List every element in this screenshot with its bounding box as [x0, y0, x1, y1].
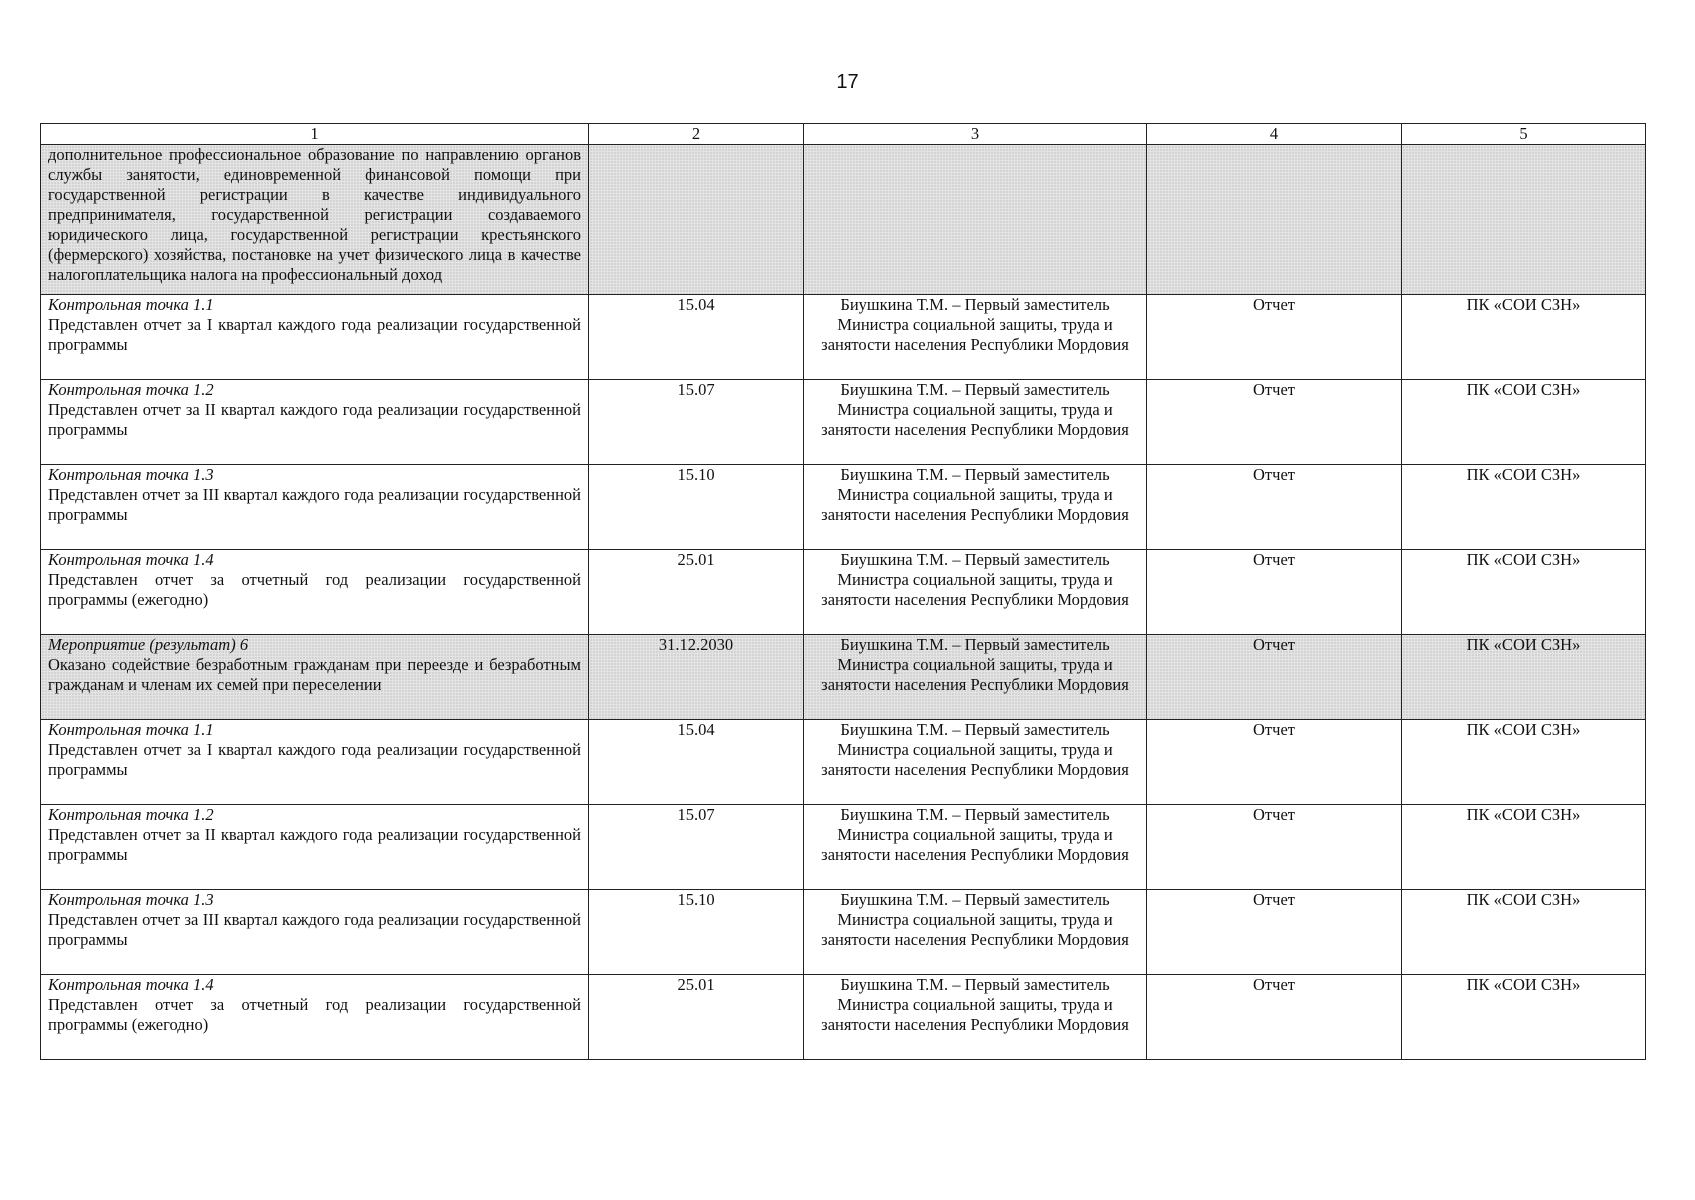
item-description [41, 805, 589, 890]
column-number-2: 2 [589, 124, 804, 145]
intro-empty-cell [1147, 145, 1402, 295]
event-text: Оказано содействие безработным гражданам при переезде и безработным гражданам и членам их семей при переселении [48, 655, 581, 694]
item-description [41, 465, 589, 550]
responsible-cell: Биушкина Т.М. – Первый заместитель Министра социальной защиты, труда и занятости населения Республики Мордовия [804, 720, 1147, 805]
information-system-cell: ПК «СОИ СЗН» [1402, 465, 1646, 550]
deadline-cell: 15.04 [589, 720, 804, 805]
table-row [41, 465, 1646, 550]
intro-empty-cell [804, 145, 1147, 295]
responsible-cell: Биушкина Т.М. – Первый заместитель Министра социальной защиты, труда и занятости населения Республики Мордовия [804, 550, 1147, 635]
event-description [41, 635, 589, 720]
table-row [41, 550, 1646, 635]
deadline-cell: 15.10 [589, 465, 804, 550]
table-row [41, 380, 1646, 465]
document-type-cell: Отчет [1147, 635, 1402, 720]
item-label: Контрольная точка 1.4 [48, 550, 214, 569]
column-number-5: 5 [1402, 124, 1646, 145]
column-number-1: 1 [41, 124, 589, 145]
item-text: Представлен отчет за II квартал каждого года реализации государственной программы [48, 825, 581, 864]
table-row [41, 805, 1646, 890]
item-label: Контрольная точка 1.1 [48, 295, 214, 314]
information-system-cell: ПК «СОИ СЗН» [1402, 635, 1646, 720]
item-text: Представлен отчет за III квартал каждого года реализации государственной программы [48, 910, 581, 949]
table-row [41, 720, 1646, 805]
column-number-4: 4 [1147, 124, 1402, 145]
deadline-cell: 15.07 [589, 805, 804, 890]
document-type-cell: Отчет [1147, 805, 1402, 890]
table-row [41, 890, 1646, 975]
intro-text: дополнительное профессиональное образование по направлению органов службы занятости, единовременной финансовой помощи при государственной регистрации в качестве индивидуального предпринимателя, государственной регистрации создаваемого юридического лица, государственной регистрации крестьянского (фермерского) хозяйства, постановке на учет физического лица в качестве налогоплательщика налога на профессиональный доход [41, 145, 589, 295]
table-row [41, 975, 1646, 1060]
information-system-cell: ПК «СОИ СЗН» [1402, 550, 1646, 635]
column-number-3: 3 [804, 124, 1147, 145]
responsible-cell: Биушкина Т.М. – Первый заместитель Министра социальной защиты, труда и занятости населения Республики Мордовия [804, 805, 1147, 890]
information-system-cell: ПК «СОИ СЗН» [1402, 720, 1646, 805]
information-system-cell: ПК «СОИ СЗН» [1402, 295, 1646, 380]
item-label: Контрольная точка 1.1 [48, 720, 214, 739]
responsible-cell: Биушкина Т.М. – Первый заместитель Министра социальной защиты, труда и занятости населения Республики Мордовия [804, 465, 1147, 550]
responsible-cell: Биушкина Т.М. – Первый заместитель Министра социальной защиты, труда и занятости населения Республики Мордовия [804, 380, 1147, 465]
intro-empty-cell [1402, 145, 1646, 295]
item-text: Представлен отчет за отчетный год реализации государственной программы (ежегодно) [48, 995, 581, 1034]
deadline-cell: 25.01 [589, 975, 804, 1060]
item-label: Контрольная точка 1.2 [48, 805, 214, 824]
item-description [41, 975, 589, 1060]
document-type-cell: Отчет [1147, 295, 1402, 380]
item-text: Представлен отчет за I квартал каждого года реализации государственной программы [48, 315, 581, 354]
document-type-cell: Отчет [1147, 975, 1402, 1060]
deadline-cell: 15.04 [589, 295, 804, 380]
information-system-cell: ПК «СОИ СЗН» [1402, 890, 1646, 975]
document-type-cell: Отчет [1147, 465, 1402, 550]
document-type-cell: Отчет [1147, 550, 1402, 635]
item-description [41, 720, 589, 805]
information-system-cell: ПК «СОИ СЗН» [1402, 975, 1646, 1060]
item-text: Представлен отчет за отчетный год реализации государственной программы (ежегодно) [48, 570, 581, 609]
deadline-cell: 25.01 [589, 550, 804, 635]
information-system-cell: ПК «СОИ СЗН» [1402, 805, 1646, 890]
item-label: Контрольная точка 1.2 [48, 380, 214, 399]
intro-row [41, 145, 1646, 295]
item-label: Контрольная точка 1.4 [48, 975, 214, 994]
information-system-cell: ПК «СОИ СЗН» [1402, 380, 1646, 465]
item-text: Представлен отчет за I квартал каждого года реализации государственной программы [48, 740, 581, 779]
item-description [41, 295, 589, 380]
item-text: Представлен отчет за III квартал каждого года реализации государственной программы [48, 485, 581, 524]
responsible-cell: Биушкина Т.М. – Первый заместитель Министра социальной защиты, труда и занятости населения Республики Мордовия [804, 975, 1147, 1060]
event-label: Мероприятие (результат) 6 [48, 635, 249, 654]
plan-table [40, 123, 1646, 1060]
document-type-cell: Отчет [1147, 890, 1402, 975]
page-number: 17 [836, 71, 859, 93]
responsible-cell: Биушкина Т.М. – Первый заместитель Министра социальной защиты, труда и занятости населения Республики Мордовия [804, 295, 1147, 380]
document-type-cell: Отчет [1147, 720, 1402, 805]
deadline-cell: 15.10 [589, 890, 804, 975]
item-description [41, 890, 589, 975]
item-description [41, 550, 589, 635]
table-row [41, 295, 1646, 380]
event-row [41, 635, 1646, 720]
deadline-cell: 15.07 [589, 380, 804, 465]
responsible-cell: Биушкина Т.М. – Первый заместитель Министра социальной защиты, труда и занятости населения Республики Мордовия [804, 635, 1147, 720]
responsible-cell: Биушкина Т.М. – Первый заместитель Министра социальной защиты, труда и занятости населения Республики Мордовия [804, 890, 1147, 975]
item-label: Контрольная точка 1.3 [48, 890, 214, 909]
column-number-row [41, 124, 1646, 145]
item-description [41, 380, 589, 465]
item-label: Контрольная точка 1.3 [48, 465, 214, 484]
item-text: Представлен отчет за II квартал каждого года реализации государственной программы [48, 400, 581, 439]
intro-empty-cell [589, 145, 804, 295]
deadline-cell: 31.12.2030 [589, 635, 804, 720]
document-type-cell: Отчет [1147, 380, 1402, 465]
